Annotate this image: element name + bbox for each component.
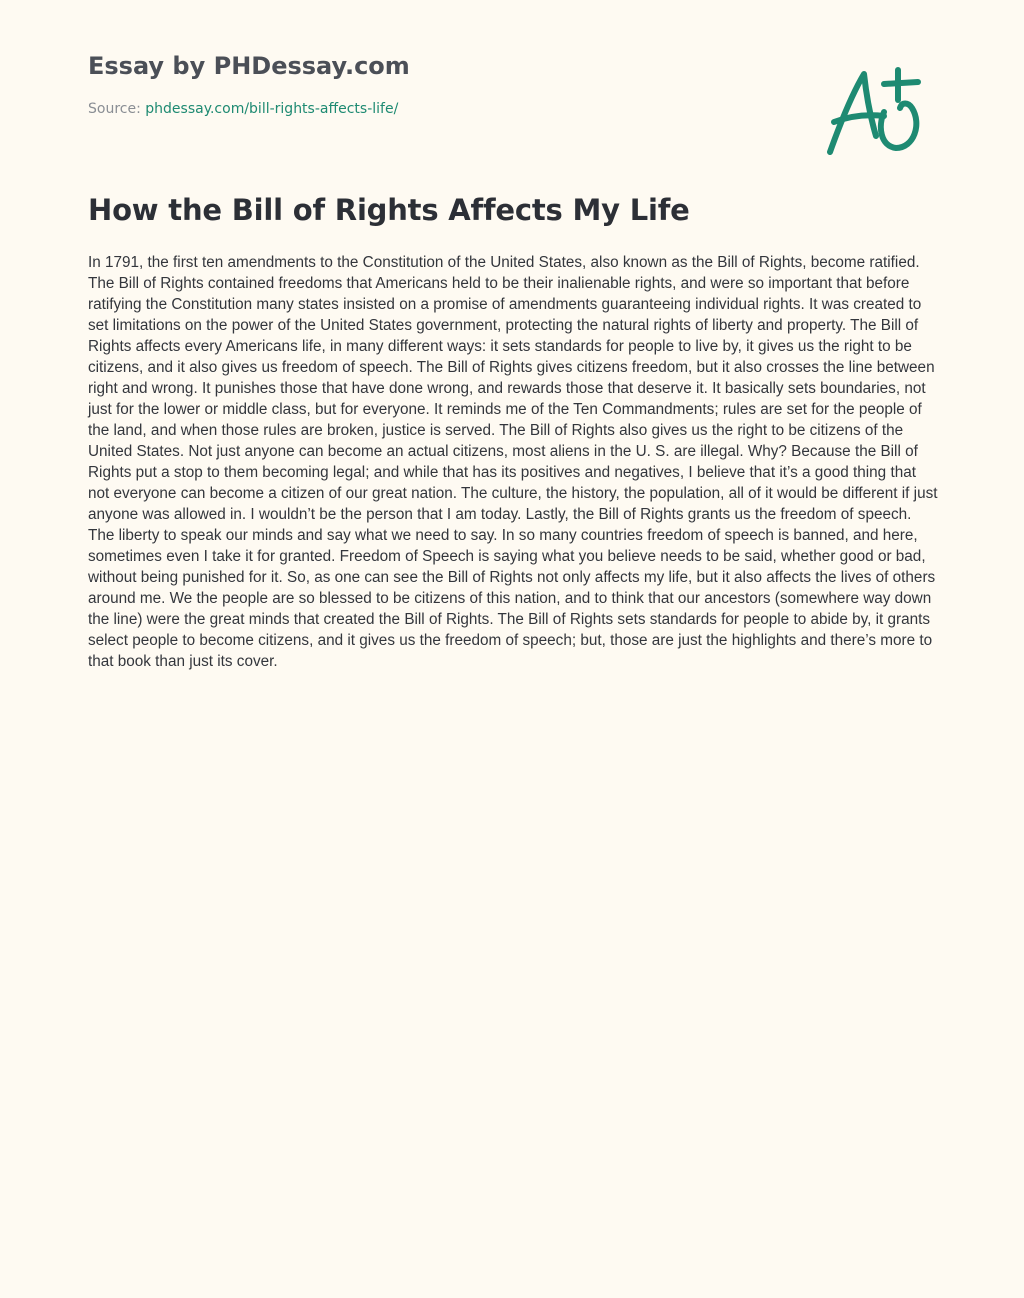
source-link[interactable]: phdessay.com/bill-rights-affects-life/ <box>145 101 399 117</box>
source-line <box>88 100 788 118</box>
essay-title: How the Bill of Rights Affects My Life <box>88 193 690 227</box>
source-label: Source: <box>88 101 146 117</box>
page-header <box>88 50 788 118</box>
site-title: Essay by PHDessay.com <box>88 52 410 80</box>
a-plus-logo-icon <box>818 62 930 162</box>
essay-body: In 1791, the first ten amendments to the Constitution of the United States, also known as the Bill of Rights, become ratified. The Bill of Rights contained freedoms that Americans held to be their inalienable rights, and were so important that before ratifying the Constitution many states insisted on a promise of amendments guaranteeing individual rights. It was created to set limitations on the power of the United States government, protecting the natural rights of liberty and property. The Bill of Rights affects every Americans life, in many different ways: it sets standards for people to live by, it gives us the right to be citizens, and it also gives us freedom of speech. The Bill of Rights gives citizens freedom, but it also crosses the line between right and wrong. It punishes those that have done wrong, and rewards those that deserve it. It basically sets boundaries, not just for the lower or middle class, but for everyone. It reminds me of the Ten Commandments; rules are set for the people of the land, and when those rules are broken, justice is served. The Bill of Rights also gives us the right to be citizens of the United States. Not just anyone can become an actual citizens, most aliens in the U. S. are illegal. Why? Because the Bill of Rights put a stop to them becoming legal; and while that has its positives and negatives, I believe that it’s a good thing that not everyone can become a citizen of our great nation. The culture, the history, the population, all of it would be different if just anyone was allowed in. I wouldn’t be the person that I am today. Lastly, the Bill of Rights grants us the freedom of speech. The liberty to speak our minds and say what we need to say. In so many countries freedom of speech is banned, and here, sometimes even I take it for granted. Freedom of Speech is saying what you believe needs to be said, whether good or bad, without being punished for it. So, as one can see the Bill of Rights not only affects my life, but it also affects the lives of others around me. We the people are so blessed to be citizens of this nation, and to think that our ancestors (somewhere way down the line) were the great minds that created the Bill of Rights. The Bill of Rights sets standards for people to abide by, it grants select people to become citizens, and it gives us the freedom of speech; but, those are just the highlights and there’s more to that book than just its cover. <box>88 254 938 670</box>
